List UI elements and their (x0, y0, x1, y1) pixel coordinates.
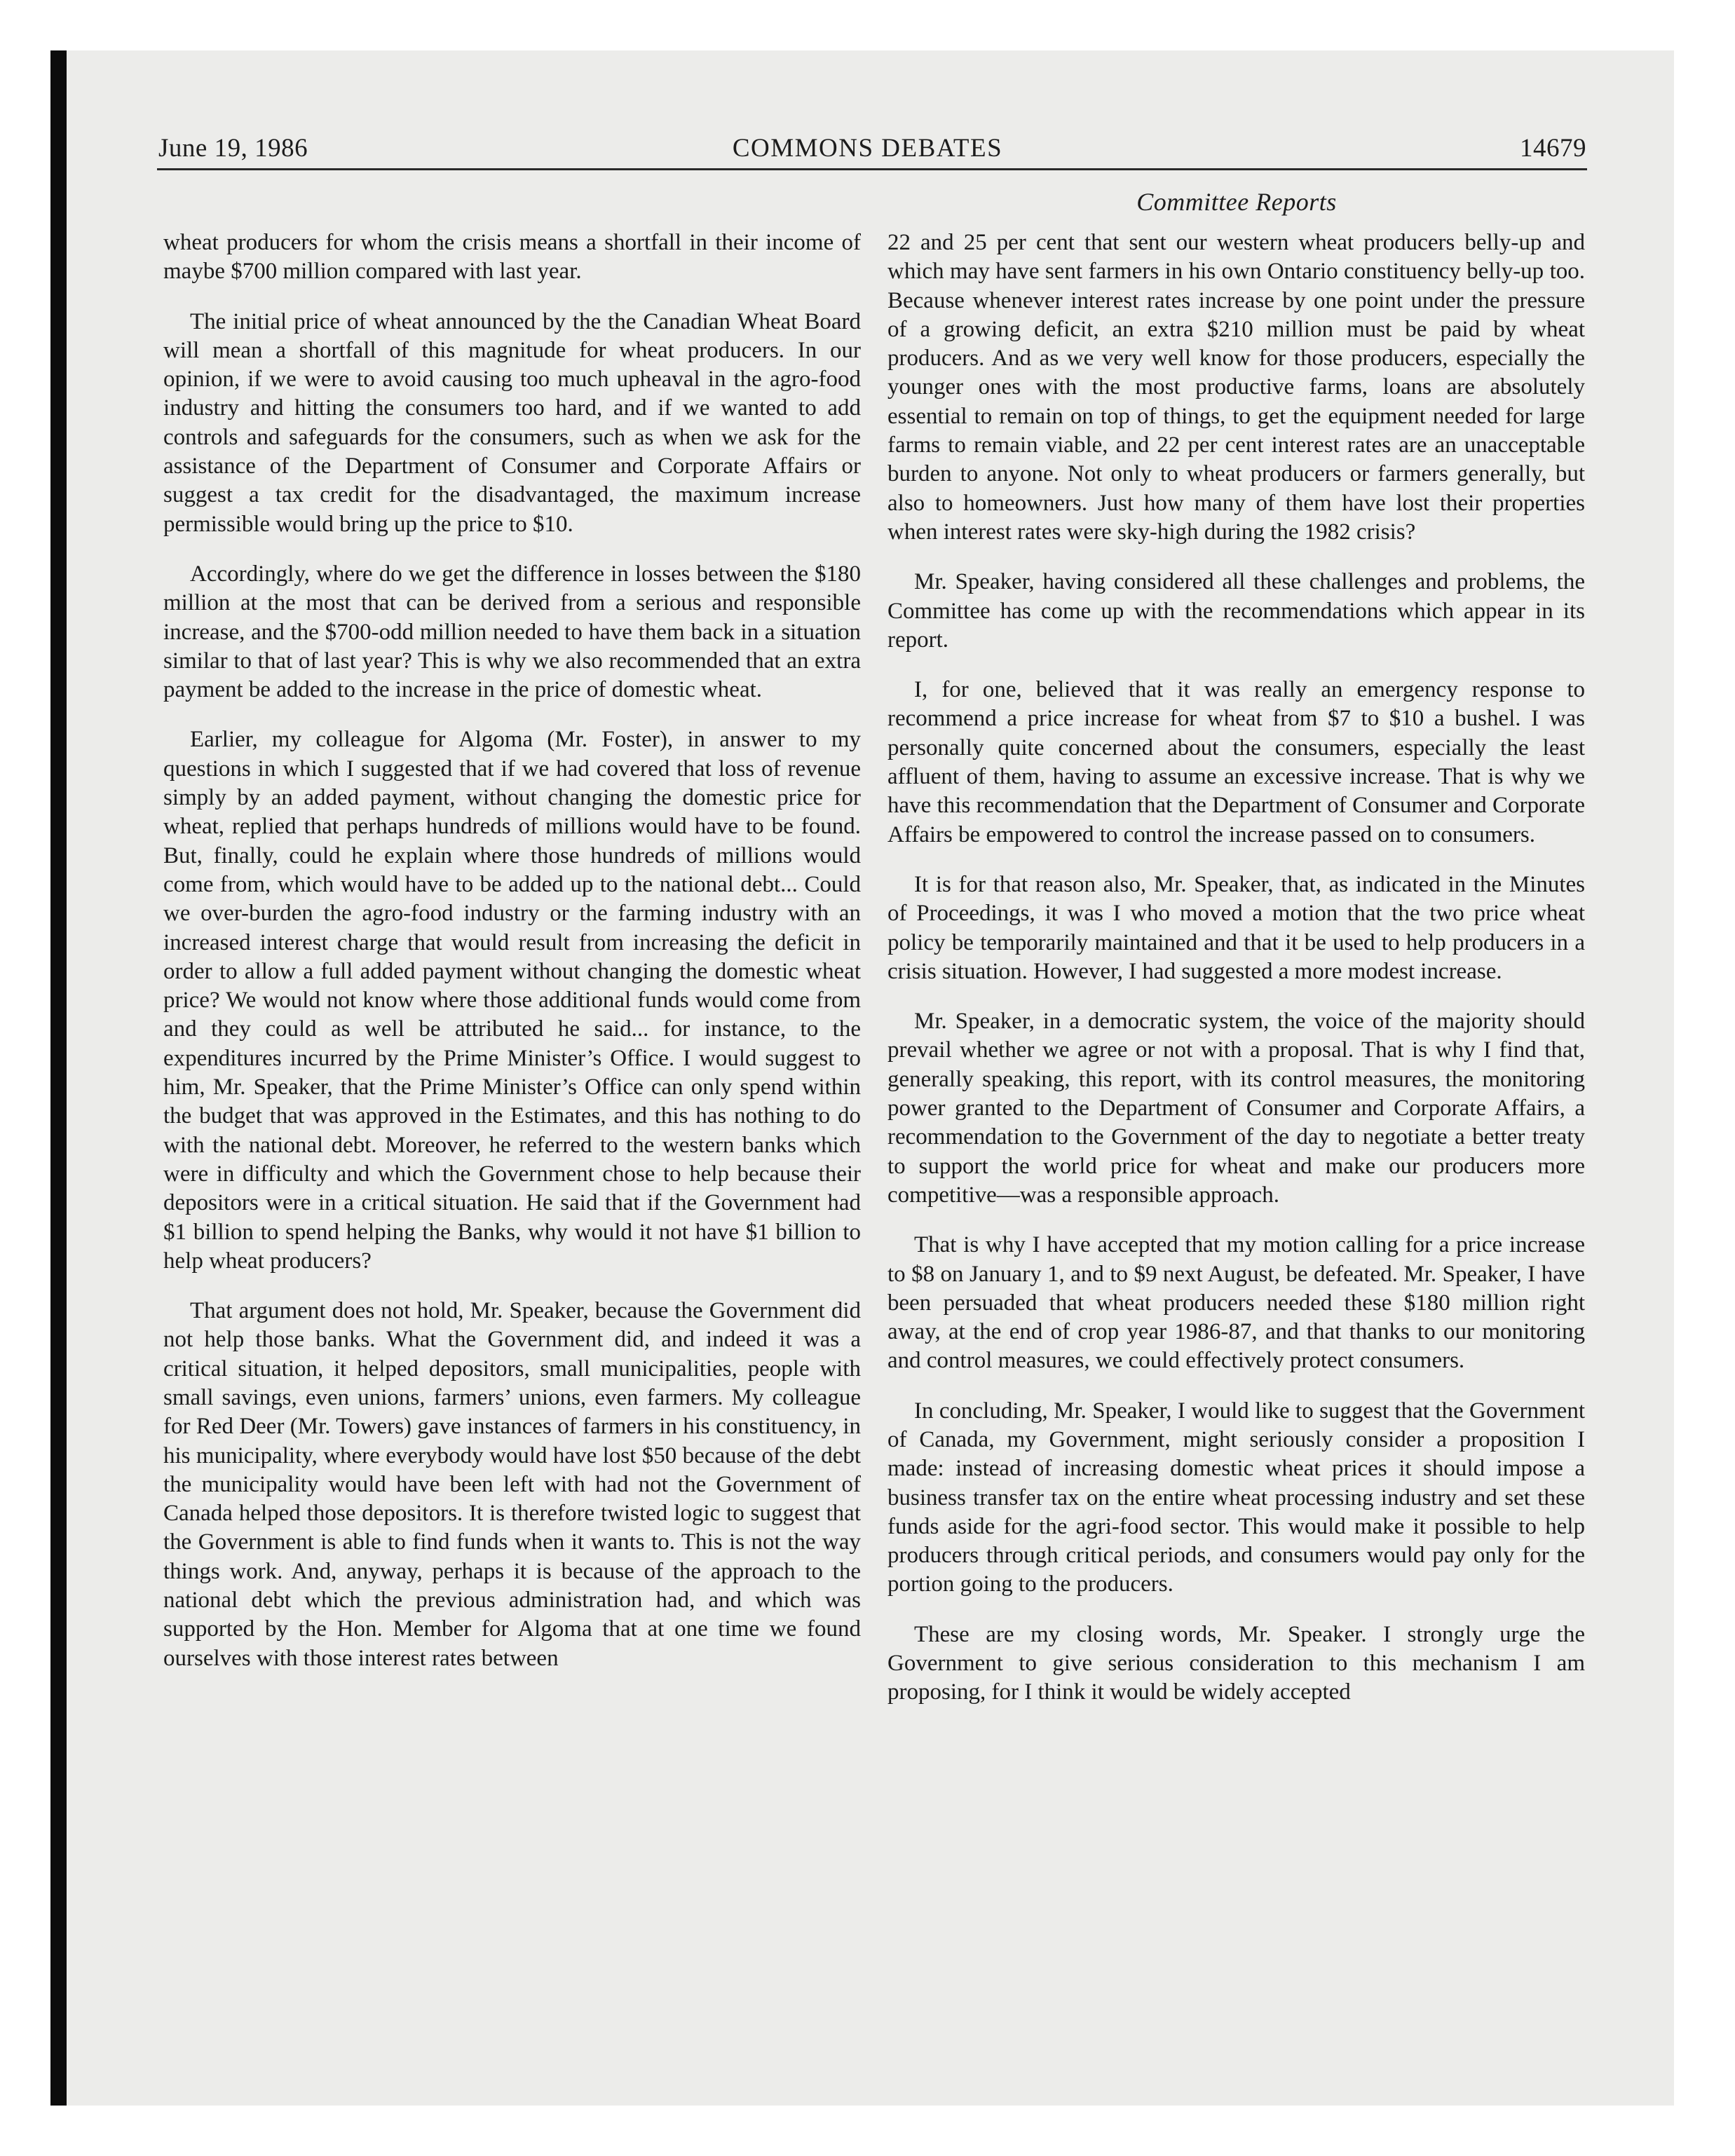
paragraph: It is for that reason also, Mr. Speaker, that, as indicated in the Minutes of Proceedings, it was I who moved a motion that the two price wheat policy be temporarily maintained and that it be used to help producers in a crisis situation. However, I had suggested a more modest increase. (887, 871, 1585, 984)
paragraph: In concluding, Mr. Speaker, I would like to suggest that the Government of Canada, my Government, might seriously consider a proposition I made: instead of increasing domestic wheat prices it should impose a business transfer tax on the entire wheat processing industry and set these funds aside for the agri-food sector. This would make it possible to help producers through critical periods, and consumers would pay only for the portion going to the producers. (887, 1398, 1585, 1597)
paragraph: That argument does not hold, Mr. Speaker, because the Government did not help those banks. What the Government did, and indeed it was a critical situation, it helped depositors, small municipalities, people with small savings, even unions, farmers’ unions, even farmers. My colleague for Red Deer (Mr. Towers) gave instances of farmers in his constituency, in his municipality, where everybody would have lost $50 because of the debt the municipality would have been left with had not the Government of Canada helped those depositors. It is therefore twisted logic to suggest that the Government is able to find funds when it wants to. This is not the way things work. And, anyway, perhaps it is because of the approach to the national debt which the previous administration had, and which was supported by the Hon. Member for Algoma that at one time we found ourselves with those interest rates between (163, 1298, 861, 1671)
section-heading: Committee Reports (1136, 188, 1337, 216)
paragraph: These are my closing words, Mr. Speaker. I strongly urge the Government to give serious consideration to this mechanism I am proposing, for I think it would be widely accepted (887, 1621, 1585, 1705)
paragraph: 22 and 25 per cent that sent our western wheat producers belly-up and which may have sent farmers in his own Ontario constituency belly-up too. Because whenever interest rates increase by one point under the pressure of a growing deficit, an extra $210 million must be paid by wheat producers. And as we very well know for those producers, especially the younger ones with the most productive farms, loans are absolutely essential to remain on top of things, to get the equipment needed for large farms to remain viable, and 22 per cent interest rates are an unacceptable burden to anyone. Not only to wheat producers or farmers generally, but also to homeowners. Just how many of them have lost their properties when interest rates were sky-high during the 1982 crisis? (887, 230, 1585, 545)
header-title: COMMONS DEBATES (732, 134, 1003, 163)
header-page-number: 14679 (1520, 134, 1586, 163)
paragraph: The initial price of wheat announced by the the Canadian Wheat Board will mean a shortfall of this magnitude for wheat producers. In our opinion, if we were to avoid causing too much upheaval in the agro-food industry and hitting the consumers too hard, and if we wanted to add controls and safeguards for the consumers, such as when we ask for the assistance of the Department of Consumer and Corporate Affairs or suggest a tax credit for the disadvantaged, the maximum increase permissible would bring up the price to $10. (163, 308, 861, 537)
binding-edge (50, 50, 67, 2106)
paragraph: Mr. Speaker, having considered all these challenges and problems, the Committee has come up with the recommendations which appear in its report. (887, 569, 1585, 653)
right-column (887, 228, 1585, 1728)
paragraph: Accordingly, where do we get the difference in losses between the $180 million at the most that can be derived from a serious and responsible increase, and the $700-odd million needed to have them back in a situation similar to that of last year? This is why we also recommended that an extra payment be added to the increase in the price of domestic wheat. (163, 561, 861, 703)
paragraph: Mr. Speaker, in a democratic system, the voice of the majority should prevail whether we agree or not with a proposal. That is why I find that, generally speaking, this report, with its control measures, the monitoring power granted to the Department of Consumer and Corporate Affairs, a recommendation to the Government of the day to negotiate a better treaty to support the world price for wheat and make our producers more competitive—was a responsible approach. (887, 1009, 1585, 1208)
paragraph: Earlier, my colleague for Algoma (Mr. Foster), in answer to my questions in which I suggested that if we had covered that loss of revenue simply by an added payment, without changing the domestic price for wheat, replied that perhaps hundreds of millions would have to be found. But, finally, could he explain where those hundreds of millions would come from, which would have to be added up to the national debt... Could we over-burden the agro-food industry or the farming industry with an increased interest charge that would result from increasing the deficit in order to allow a full added payment without changing the domestic wheat price? We would not know where those additional funds would come from and they could as well be attributed he said... for instance, to the expenditures incurred by the Prime Minister’s Office. I would suggest to him, Mr. Speaker, that the Prime Minister’s Office can only spend within the budget that was approved in the Estimates, and this has nothing to do with the national debt. Moreover, he referred to the western banks which were in difficulty and which the Government chose to help because their depositors were in a critical situation. He said that if the Government had $1 billion to spend helping the Banks, why would it not have $1 billion to help wheat producers? (163, 727, 861, 1274)
paragraph: I, for one, believed that it was really an emergency response to recommend a price increase for wheat from $7 to $10 a bushel. I was personally quite concerned about the consumers, especially the least affluent of them, having to assume an excessive increase. That is why we have this recommendation that the Department of Consumer and Corporate Affairs be empowered to control the increase passed on to consumers. (887, 677, 1585, 847)
header-date: June 19, 1986 (158, 134, 308, 163)
paragraph: wheat producers for whom the crisis means a shortfall in their income of maybe $700 million compared with last year. (163, 230, 861, 285)
paragraph: That is why I have accepted that my motion calling for a price increase to $8 on January 1, and to $9 next August, be defeated. Mr. Speaker, I have been persuaded that wheat producers needed these $180 million right away, at the end of crop year 1986-87, and that thanks to our monitoring and control measures, we could effectively protect consumers. (887, 1232, 1585, 1374)
header-rule (157, 168, 1587, 170)
left-column (163, 228, 861, 1694)
